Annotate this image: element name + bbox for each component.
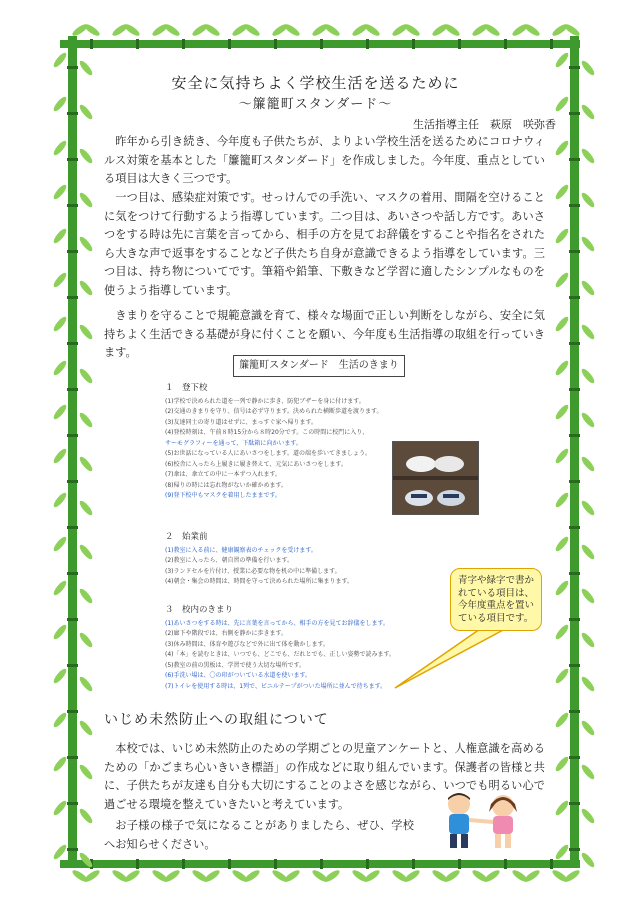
rule-item: (3)休み時間は、体育や遊びなどで外に出て体を動かします。 — [165, 640, 330, 648]
paragraph-intro: 昨年から引き続き、今年度も子供たちが、よりよい学校生活を送るためにコロナウィルス対策を基本とした「簾籠町スタンダード」を作成しました。今年度、重点としている項目は大きく三つです。 — [104, 135, 545, 186]
rule-item: (2)交通のきまりを守り、信号は必ず守ります。決められた横断歩道を渡ります。 — [165, 408, 383, 415]
rule-item-highlight: サーモグラフィーを通って、下駄箱に向かいます。 — [165, 439, 302, 447]
kids-illustration — [425, 790, 537, 852]
rule-item-highlight: (6)手洗い場は、〇の印がついている水道を使います。 — [165, 672, 312, 679]
rules-section-school — [165, 605, 395, 692]
rule-item: (6)校舎に入ったら上履きに履き替えて、元気にあいさつをします。 — [165, 460, 347, 468]
rules-heading: １ 登下校 — [165, 383, 208, 393]
section-heading-bullying: いじめ未然防止への取組について — [104, 712, 329, 728]
rule-item: (4)「本」を読むときは、いつでも、どこでも、だれとでも、正しい姿勢で読みます。 — [165, 651, 396, 658]
shoes-photo — [392, 441, 479, 515]
rule-item: (2)教室に入ったら、朝自習の準備を行います。 — [165, 557, 294, 564]
rule-item-highlight: (9)登下校中もマスクを着用したままです。 — [165, 492, 282, 499]
paragraph-rules: きまりを守ることで規範意識を育て、様々な場面で正しい判断をしながら、安全に気持ちよく生活できる基礎が身に付くことを願い、今年度も生活指導の取組を行っていきます。 — [104, 309, 545, 360]
author-line: 生活指導主任 萩原 咲弥香 — [413, 118, 556, 131]
note-bubble: 青字や緑字で書かれている項目は、今年度重点を置いている項目です。 — [450, 568, 542, 631]
paragraph-contact: お子様の様子で気になることがありましたら、ぜひ、学校へお知らせください。 — [104, 819, 414, 851]
rule-item: (4)朝会・集会の時間は、時間を守って決められた場所に集まります。 — [165, 578, 354, 585]
paragraph-three-points: 一つ目は、感染症対策です。せっけんでの手洗い、マスクの着用、間隔を空けることに気をつけて行動するよう指導しています。二つ目は、あいさつや話し方です。あいさつをする時は先に言葉を言ってから、相手の方を見てお辞儀をすることや指名をされたら大きな声で返事をすることなど子供たち自身が意識できるよう指導をしています。三つ目は、持ち物についてです。筆箱や鉛筆、下敷きなど学習に適したシンプルなものを使うよう指導しています。 — [104, 191, 545, 297]
rules-heading: ２ 始業前 — [165, 532, 208, 542]
rules-section-commute — [165, 383, 383, 502]
page-subtitle: ～簾籠町スタンダード～ — [238, 97, 393, 112]
rule-item-highlight: (1)教室に入る前に、健康観察表のチェックを受けます。 — [165, 546, 317, 554]
rule-item-highlight: (7)トイレを使用する時は、1列で、ビニルテープがついた場所に並んで待ちます。 — [165, 682, 387, 690]
rule-item: (4)登校時刻は、午前８時15分から８時20分です。この時間に校門に入り、 — [165, 429, 369, 436]
standard-box: 簾籠町スタンダード 生活のきまり — [233, 355, 405, 377]
rule-item: (1)学校で決められた道を一列で静かに歩き、防犯ブザーを身に付けます。 — [165, 397, 365, 405]
rule-item: (5)お世話になっている人にあいさつをします。道の端を歩いてきましょう。 — [165, 450, 372, 457]
rule-item: (2)廊下や階段では、右側を静かに歩きます。 — [165, 630, 288, 637]
rule-item: (5)教室の前の黒板は、学習で使う大切な場所です。 — [165, 661, 306, 669]
rule-item: (8)帰りの時には忘れ物がないか確かめます。 — [165, 481, 288, 489]
rule-item-highlight: (1)あいさつをする時は、先に言葉を言ってから、相手の方を見てお辞儀をします。 — [165, 619, 390, 627]
rules-section-before-class — [165, 532, 353, 588]
paragraph-bullying: 本校では、いじめ未然防止のための学期ごとの児童アンケートと、人権意識を高めるための「かごまち心いきいき標語」の作成などに取り組んでいます。保護者の皆様と共に、子供たちが友達も自分も大切にすることのよさを感じながら、いつでも明るい心で過ごせる環境を整えていきたいと考えています。 — [104, 742, 545, 811]
rule-item: (3)友達同士の寄り道はせずに、まっすぐ家へ帰ります。 — [165, 418, 318, 426]
page-title: 安全に気持ちよく学校生活を送るために — [171, 74, 460, 92]
rule-item: (7)傘は、傘立ての中に一本ずつ入れます。 — [165, 471, 282, 478]
rule-item: (3)ランドセルを片付け、授業に必要な物を机の中に準備します。 — [165, 567, 341, 575]
rules-heading: ３ 校内のきまり — [165, 605, 234, 615]
